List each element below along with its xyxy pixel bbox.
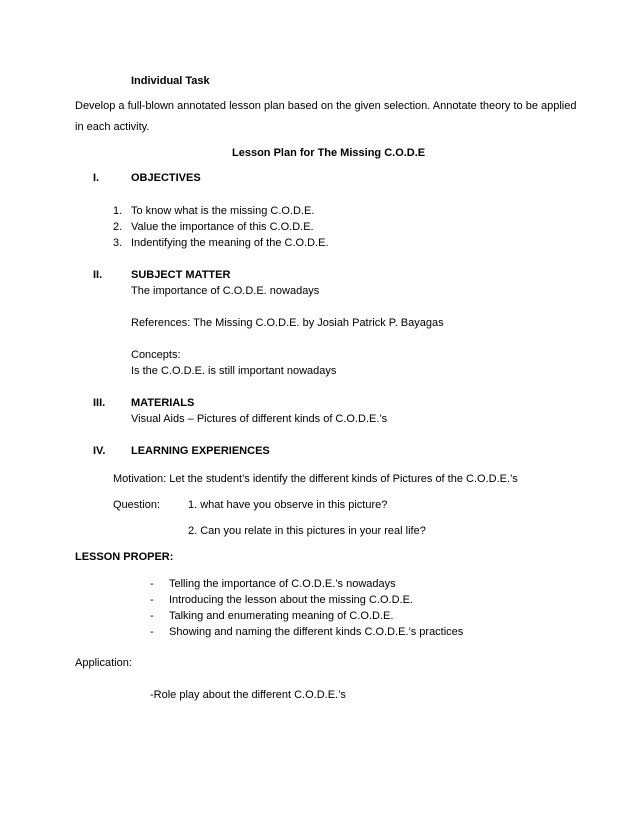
objective-item: To know what is the missing C.O.D.E. <box>131 205 315 217</box>
materials-text: Visual Aids – Pictures of different kinds of C.O.D.E.’s <box>131 413 388 425</box>
application-title: Application: <box>75 657 132 669</box>
task-heading: Individual Task <box>131 75 210 87</box>
section-numeral: III. <box>93 397 106 409</box>
lesson-proper-item: Showing and naming the different kinds C.O.D.E.’s practices <box>169 626 464 638</box>
lesson-proper-item: Telling the importance of C.O.D.E.’s nowadays <box>169 578 396 590</box>
subject-topic: The importance of C.O.D.E. nowadays <box>131 285 320 297</box>
list-number: 3. <box>113 237 123 249</box>
intro-line-2: in each activity. <box>75 121 150 133</box>
objective-item: Value the importance of this C.O.D.E. <box>131 221 314 233</box>
intro-line-1: Develop a full-blown annotated lesson plan based on the given selection. Annotate theory to be applied <box>75 100 577 112</box>
references-text: References: The Missing C.O.D.E. by Josiah Patrick P. Bayagas <box>131 317 444 329</box>
lesson-proper-item: Talking and enumerating meaning of C.O.D.E. <box>169 610 394 622</box>
section-numeral: I. <box>93 172 100 184</box>
section-numeral: II. <box>93 269 103 281</box>
list-number: 2. <box>113 221 123 233</box>
list-number: 1. <box>113 205 123 217</box>
lesson-proper-item: Introducing the lesson about the missing C.O.D.E. <box>169 594 413 606</box>
list-dash: - <box>150 578 154 590</box>
application-text: -Role play about the different C.O.D.E.’s <box>150 689 346 701</box>
lesson-proper-title: LESSON PROPER: <box>75 551 174 563</box>
section-title-materials: MATERIALS <box>131 397 195 409</box>
list-dash: - <box>150 626 154 638</box>
concepts-label: Concepts: <box>131 349 181 361</box>
motivation-text: Motivation: Let the student’s identify the different kinds of Pictures of the C.O.D.E.’s <box>113 473 518 485</box>
concepts-text: Is the C.O.D.E. is still important nowadays <box>131 365 337 377</box>
section-numeral: IV. <box>93 445 106 457</box>
question-label: Question: <box>113 499 161 511</box>
objective-item: Indentifying the meaning of the C.O.D.E. <box>131 237 329 249</box>
question-2: 2. Can you relate in this pictures in your real life? <box>188 525 426 537</box>
list-dash: - <box>150 594 154 606</box>
plan-title: Lesson Plan for The Missing C.O.D.E <box>232 147 426 159</box>
list-dash: - <box>150 610 154 622</box>
question-1: 1. what have you observe in this picture? <box>188 499 388 511</box>
section-title-objectives: OBJECTIVES <box>131 172 201 184</box>
section-title-subject-matter: SUBJECT MATTER <box>131 269 231 281</box>
section-title-learning: LEARNING EXPERIENCES <box>131 445 270 457</box>
